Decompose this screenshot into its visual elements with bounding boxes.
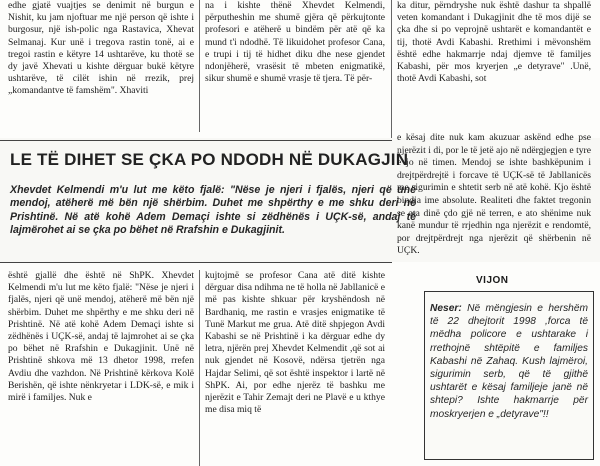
article-column-3: e kësaj dite nuk kam akuzuar askënd edhe pse njerëzit i di, por le të jetë ajo në ndërgjegjen e tyre e jo në timen. Mendoj se ishte bashkëpunim i drejtpërdrejtë i forcave të UÇK-së të Jabllanicës me sigurimin e shtetit serb në atë kohë. Kjo është bindja ime absolute. Realiteti dhe faktet tregonin se ata dinë çdo gjë në terren, e ato shënime nuk kanë mundur të rrjedhin nga njerëzit e rendomtë, por drejtpërdrejt nga njerëzit që shërbenin në UÇK. (397, 132, 591, 257)
next-issue-body: Në mëngjesin e hershëm të 22 dhejtorit 1998 ,forca të mëdha policore e ushtarake i rrethojnë shtëpitë e familjes Kabashi në Zahaq. Kush lajmëroi, sigurimin serb, që të gjithë ushtarët e kësaj familjeje janë në shtepi? Ishte hakmarrje për moskryerjen e „detyrave"!! (430, 303, 588, 420)
column-divider (199, 270, 200, 466)
next-issue-label: Neser: (430, 303, 462, 314)
top-column-1: edhe gjatë vuajtjes se denimit në burgun e Nishit, ku jam njoftuar me një person që ishte i burgosur, një ish-polic nga Rastavica, Xhevat Selmanaj. Kur unë i tregova rastin tonë, ai e tregoi rastin e këtyre 14 ushtarëve, ku thotë se dy javë Xhevati u kishte dërguar bukë këtyre ushtarëve, të cilët ishin në rrezik, prej „komandantve të famshëm". Xhaviti (8, 0, 194, 97)
article-column-1: është gjallë dhe është në ShPK. Xhevdet Kelmendi m'u lut me këto fjalë: "Nëse je njeri i fjalës, njeri që unë mendoj, atëherë më bën një shërbim. Duhet me shpërthy e me shku deri në Prishtinë. Në atë kohë Adem Demaçi ishte si zëdhënës i UÇK-së, andaj të lajmrohet ai se çka po bëhet në Rrafshin e Dukagjinit. Unë në Prishtinë shkova më 13 dhetor 1998, rrefen Avdiu dhe vazhdon. Në Prishtinë kërkova Kolë Berishën, që ishte nënkryetar i LDK-së, e mik i mirë i familjes. Nuk e (8, 270, 194, 404)
author-signature: VIJON (476, 275, 509, 286)
headline-rule-top (0, 140, 392, 141)
top-column-3: ka ditur, përndryshe nuk është dashur ta shpallë veten komandant i Dukagjinit dhe të mos dijë se çka dhe si po veprojnë ushtarët e komandantët e tij, thotë Avdi Kabashi. Rrethimi i mëvonshëm është edhe hakmarrje ndaj djemve të familjes Kabashi, për mos kryerjen „e detyrave" .Unë, thotë Avdi Kabashi, sot (397, 0, 591, 85)
column-divider (199, 0, 200, 132)
article-headline: LE TË DIHET SE ÇKA PO NDODH NË DUKAGJIN (10, 150, 409, 169)
article-column-2: kujtojmë se profesor Cana atë ditë kishte dërguar disa ndihma ne të holla në Jabllanicë e më pas kishte shkuar për kryshëndosh në Bardhaniq, me rastin e vrasjes enigmatike të Tunë Markut me grua. Atë ditë shpjegon Avdi Kabashi se në Prishtinë i ka dërguar edhe dy letra, njërën prej Xhevdet Kelmendit ,që sot ai nuk gjendet në Kosovë, ndërsa tjetrën nga Hajdar Selimi, që sot është inspektor i lartë në ShPK. Ai, por edhe njerëz të bashku me njerëzit e Tahir Zemajt deri ne Plavë e u kthye me disa miq të (205, 270, 385, 416)
top-column-2: na i kishte thënë Xhevdet Kelmendi, përputheshin me shumë gjëra që përkujtonte profesori e atëherë u bindëm për atë që ka mund t'i ndodhë. Të likuidohet profesor Cana, e trupi i tij të hidhet diku dhe nese gjendet ndonjëherë, vrasësit të mbeten enigmatikë, sikur shumë e shumë vrasje të tjera. Të për- (205, 0, 385, 85)
next-issue-text (430, 302, 588, 421)
article-lead: Xhevdet Kelmendi m'u lut me këto fjalë: "Nëse je njeri i fjalës, njeri që unë mendoj, atëherë më bën një shërbim. Duhet me shpërthy e me shku deri në Prishtinë. Në atë kohë Adem Demaçi ishte si zëdhënës i UÇK-së, andaj të lajmërohet ai se çka po bëhet në Rrafshin e Dukagjinit. (10, 184, 416, 237)
headline-rule-bottom (0, 262, 392, 263)
